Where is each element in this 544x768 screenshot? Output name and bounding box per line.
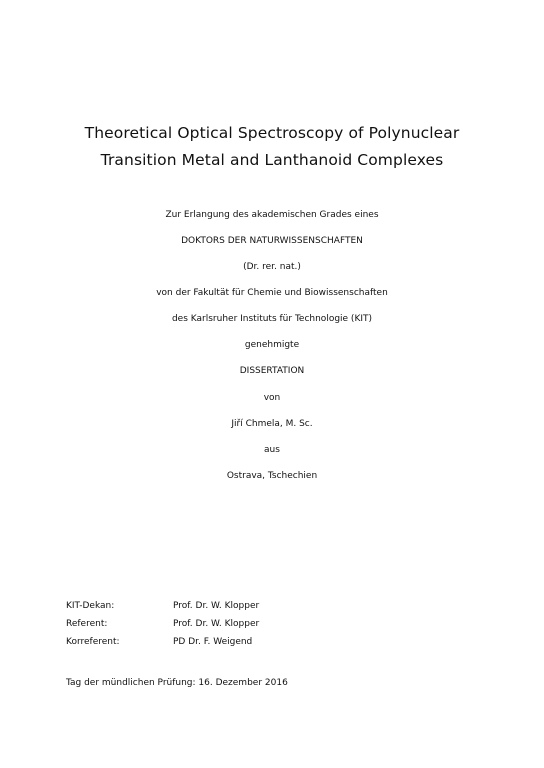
thesis-title-line-2: Transition Metal and Lanthanoid Complexes	[100, 151, 444, 169]
committee-label-dean: KIT-Dekan:	[66, 601, 115, 611]
degree-name: DOKTORS DER NATURWISSENSCHAFTEN	[181, 236, 363, 246]
dissertation-word: DISSERTATION	[239, 366, 305, 376]
exam-date: Tag der mündlichen Prüfung: 16. Dezember 2016	[66, 678, 288, 688]
approved-word: genehmigte	[244, 340, 300, 350]
by-word: von	[263, 393, 281, 403]
degree-abbreviation: (Dr. rer. nat.)	[243, 262, 301, 272]
author-origin: Ostrava, Tschechien	[226, 471, 318, 481]
thesis-title-line-1: Theoretical Optical Spectroscopy of Polynuclear	[84, 124, 460, 142]
committee-label-coreferee: Korreferent:	[66, 637, 120, 647]
faculty-line: von der Fakultät für Chemie und Biowissenschaften	[156, 288, 388, 298]
committee-label-referee: Referent:	[66, 619, 108, 629]
institute-line: des Karlsruher Instituts für Technologie (KIT)	[171, 314, 373, 324]
author-name: Jiří Chmela, M. Sc.	[231, 419, 313, 429]
from-word: aus	[264, 445, 280, 455]
committee-value-coreferee: PD Dr. F. Weigend	[173, 637, 253, 647]
committee-value-referee: Prof. Dr. W. Klopper	[173, 619, 260, 629]
committee-value-dean: Prof. Dr. W. Klopper	[173, 601, 260, 611]
degree-intro: Zur Erlangung des akademischen Grades eines	[165, 210, 379, 220]
